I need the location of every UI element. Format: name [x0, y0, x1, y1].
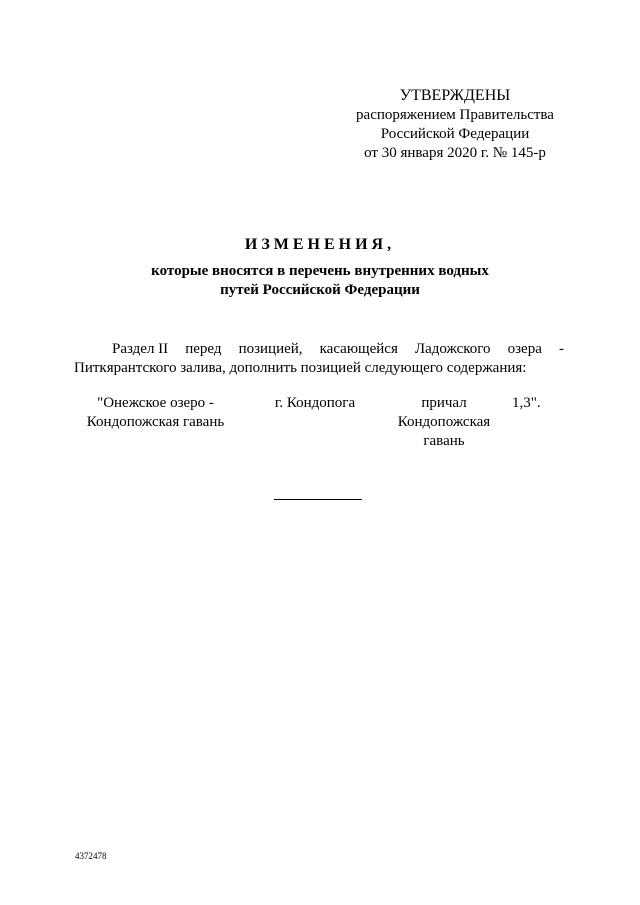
document-subtitle — [120, 262, 520, 300]
paragraph-word: позицией, — [238, 341, 303, 357]
table-cell-waterway — [78, 394, 233, 432]
document-title: ИЗМЕНЕНИЯ, — [244, 236, 396, 253]
approval-block — [340, 86, 570, 163]
approval-line-1: распоряжением Правительства — [356, 107, 554, 123]
table-cell-length: 1,3". — [512, 395, 541, 411]
berth-line-3: гавань — [423, 433, 465, 449]
waterway-line-2: Кондопожская гавань — [86, 414, 225, 430]
approval-line-2: Российской Федерации — [380, 126, 530, 142]
paragraph-line-2: Питкярантского залива, дополнить позицией следующего содержания: — [74, 360, 527, 376]
subtitle-line-1: которые вносятся в перечень внутренних водных — [151, 263, 489, 279]
paragraph-word: озера — [507, 341, 542, 357]
paragraph-line-1 — [74, 340, 564, 359]
berth-line-2: Кондопожская — [397, 414, 491, 430]
subtitle-line-2: путей Российской Федерации — [220, 282, 420, 298]
paragraph-word: Ладожского — [414, 341, 491, 357]
paragraph-word: касающейся — [319, 341, 398, 357]
document-number: 4372478 — [75, 851, 107, 861]
paragraph-word: Раздел II — [112, 341, 169, 357]
table-cell-city: г. Кондопога — [274, 395, 356, 411]
paragraph-word: перед — [185, 341, 222, 357]
body-paragraph — [74, 340, 564, 378]
paragraph-word: - — [558, 341, 564, 357]
approval-line-3: от 30 января 2020 г. № 145-р — [364, 145, 546, 161]
approval-heading: УТВЕРЖДЕНЫ — [399, 87, 511, 104]
berth-line-1: причал — [421, 395, 467, 411]
table-cell-berth — [388, 394, 500, 451]
end-divider — [274, 499, 362, 500]
waterway-line-1: "Онежское озеро - — [97, 395, 214, 411]
